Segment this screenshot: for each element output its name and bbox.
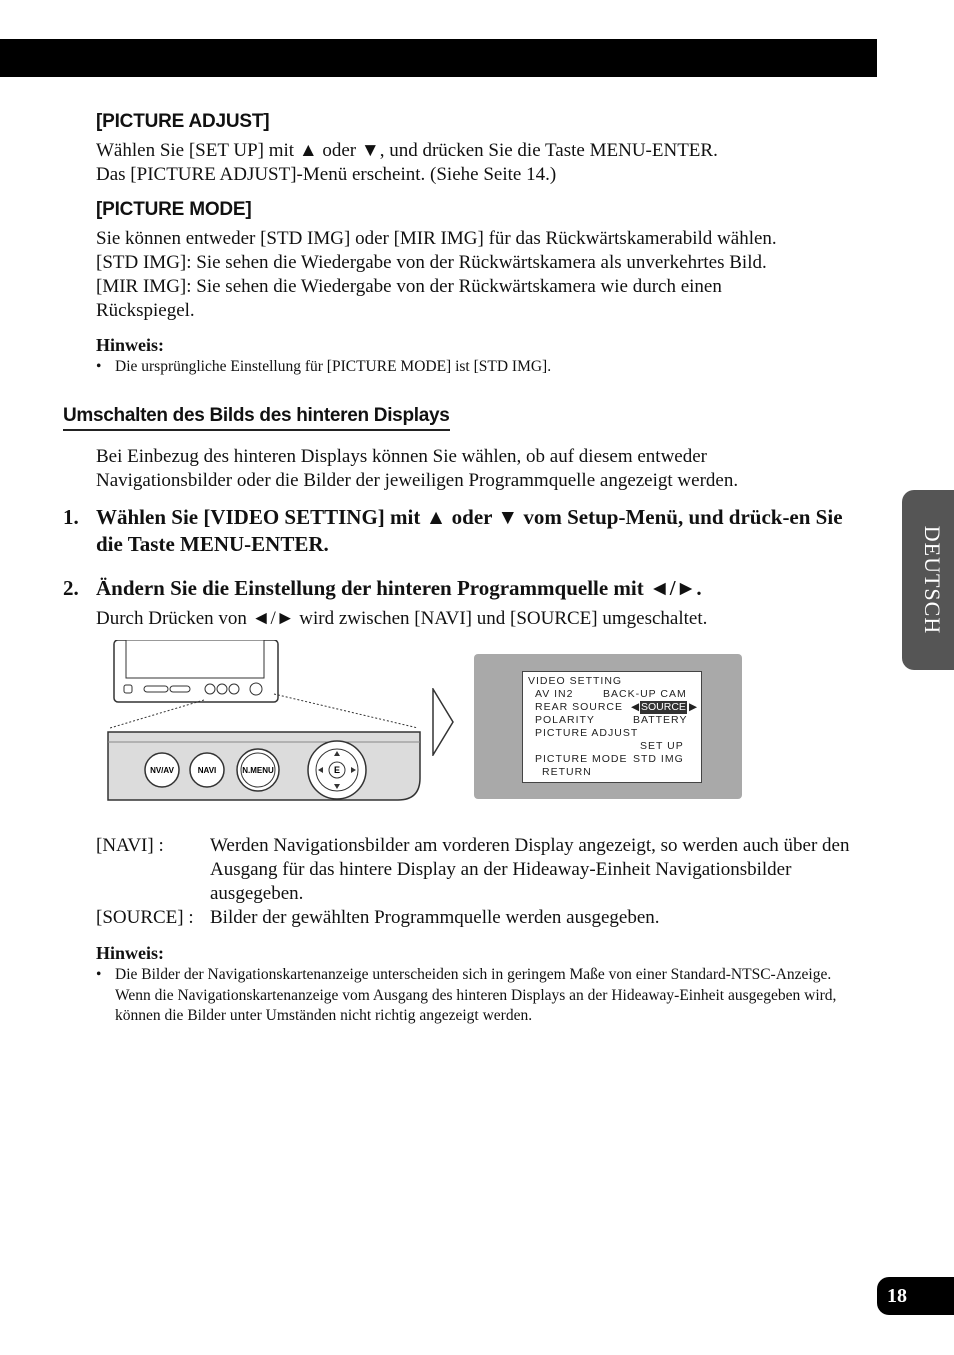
enter-button-label: E	[333, 765, 341, 775]
definition-term: [NAVI] :	[96, 835, 164, 856]
navi-button-label: NAVI	[197, 766, 217, 775]
screen-row-label: PICTURE MODE	[535, 753, 628, 765]
picture-mode-line: [STD IMG]: Sie sehen die Wiedergabe von der Rückwärtskamera als unverkehrtes Bild.	[96, 252, 767, 273]
section-intro-line: Bei Einbezug des hinteren Displays können Sie wählen, ob auf diesem entweder	[96, 446, 707, 467]
definition-item	[96, 834, 850, 906]
screen-row-value: BACK-UP CAM	[603, 688, 687, 700]
step-number: 2.	[63, 576, 79, 600]
screen-row-value: BATTERY	[633, 714, 688, 726]
language-tab-label: DEUTSCH	[920, 525, 945, 635]
section-heading: Umschalten des Bilds des hinteren Displays	[63, 405, 450, 431]
screen-row-label: PICTURE ADJUST	[535, 727, 639, 739]
left-arrow-icon: ◀	[631, 701, 641, 713]
page-number: 18	[877, 1277, 954, 1315]
video-setting-screen	[522, 671, 702, 783]
note-item	[96, 357, 845, 378]
screen-selected-value: SOURCE	[641, 701, 686, 713]
step-text: Wählen Sie [VIDEO SETTING] mit ▲ oder ▼ vom Setup-Menü, und drück-en Sie die Taste MENU-ENTER.	[96, 505, 843, 556]
note-item	[96, 965, 845, 1027]
picture-mode-line: Rückspiegel.	[96, 300, 195, 321]
right-arrow-icon: ▶	[689, 701, 699, 713]
step-text: Ändern Sie die Einstellung der hinteren Programmquelle mit ◄/►.	[96, 576, 702, 600]
definition-list	[96, 834, 850, 930]
step-1	[63, 504, 856, 558]
screen-row-value: STD IMG	[633, 753, 684, 765]
bullet: •	[96, 966, 102, 983]
definition-term: [SOURCE] :	[96, 907, 194, 928]
n-menu-button-label: N.MENU	[242, 766, 274, 775]
note-heading: Hinweis:	[96, 943, 165, 963]
screen-row-label: RETURN	[542, 766, 592, 778]
picture-adjust-heading: [PICTURE ADJUST]	[96, 111, 270, 132]
picture-mode-heading: [PICTURE MODE]	[96, 199, 252, 220]
screen-row-label: POLARITY	[535, 714, 595, 726]
note-text: Die ursprüngliche Einstellung für [PICTURE MODE] ist [STD IMG].	[115, 358, 552, 375]
picture-mode-line: Sie können entweder [STD IMG] oder [MIR IMG] für das Rückwärtskamerabild wählen.	[96, 228, 777, 249]
arrow-right-icon	[432, 688, 454, 756]
picture-adjust-line2: Das [PICTURE ADJUST]-Menü erscheint. (Siehe Seite 14.)	[96, 164, 557, 185]
definition-item	[96, 906, 850, 930]
definition-desc: Bilder der gewählten Programmquelle werden ausgegeben.	[210, 907, 660, 928]
screen-title: VIDEO SETTING	[528, 675, 623, 687]
step-2-description: Durch Drücken von ◄/► wird zwischen [NAVI] und [SOURCE] umgeschaltet.	[96, 608, 708, 629]
nv-av-button-label: NV/AV	[150, 766, 174, 775]
step-number: 1.	[63, 505, 79, 529]
section-intro-line: Navigationsbilder oder die Bilder der jeweiligen Programmquelle angezeigt werden.	[96, 470, 739, 491]
device-illustration	[104, 640, 424, 805]
note-text: Die Bilder der Navigationskartenanzeige unterscheiden sich in geringem Maße von einer Standard-NTSC-Anzeige. Wenn die Navigationskartenanzeige vom Ausgang des hinteren Displays an der Hideaway-Einheit ausgegeben wird, können die Bilder unter Umständen nicht richtig angezeigt werden.	[115, 966, 837, 1024]
language-tab	[902, 490, 954, 670]
definition-desc: Werden Navigationsbilder am vorderen Display angezeigt, so werden auch über den Ausgang für das hintere Display an der Hideaway-Einheit Navigationsbilder ausgegeben.	[210, 835, 850, 904]
header-bar	[0, 39, 877, 77]
screen-row-label: REAR SOURCE	[535, 701, 624, 713]
menu-screen-panel	[474, 654, 742, 799]
step-2	[63, 575, 856, 602]
picture-adjust-line1: Wählen Sie [SET UP] mit ▲ oder ▼, und drücken Sie die Taste MENU-ENTER.	[96, 140, 718, 161]
picture-mode-line: [MIR IMG]: Sie sehen die Wiedergabe von der Rückwärtskamera wie durch einen	[96, 276, 722, 297]
screen-row-label: AV IN2	[535, 688, 574, 700]
bullet: •	[96, 358, 102, 375]
note-heading: Hinweis:	[96, 335, 165, 355]
screen-row-value: SET UP	[640, 740, 684, 752]
